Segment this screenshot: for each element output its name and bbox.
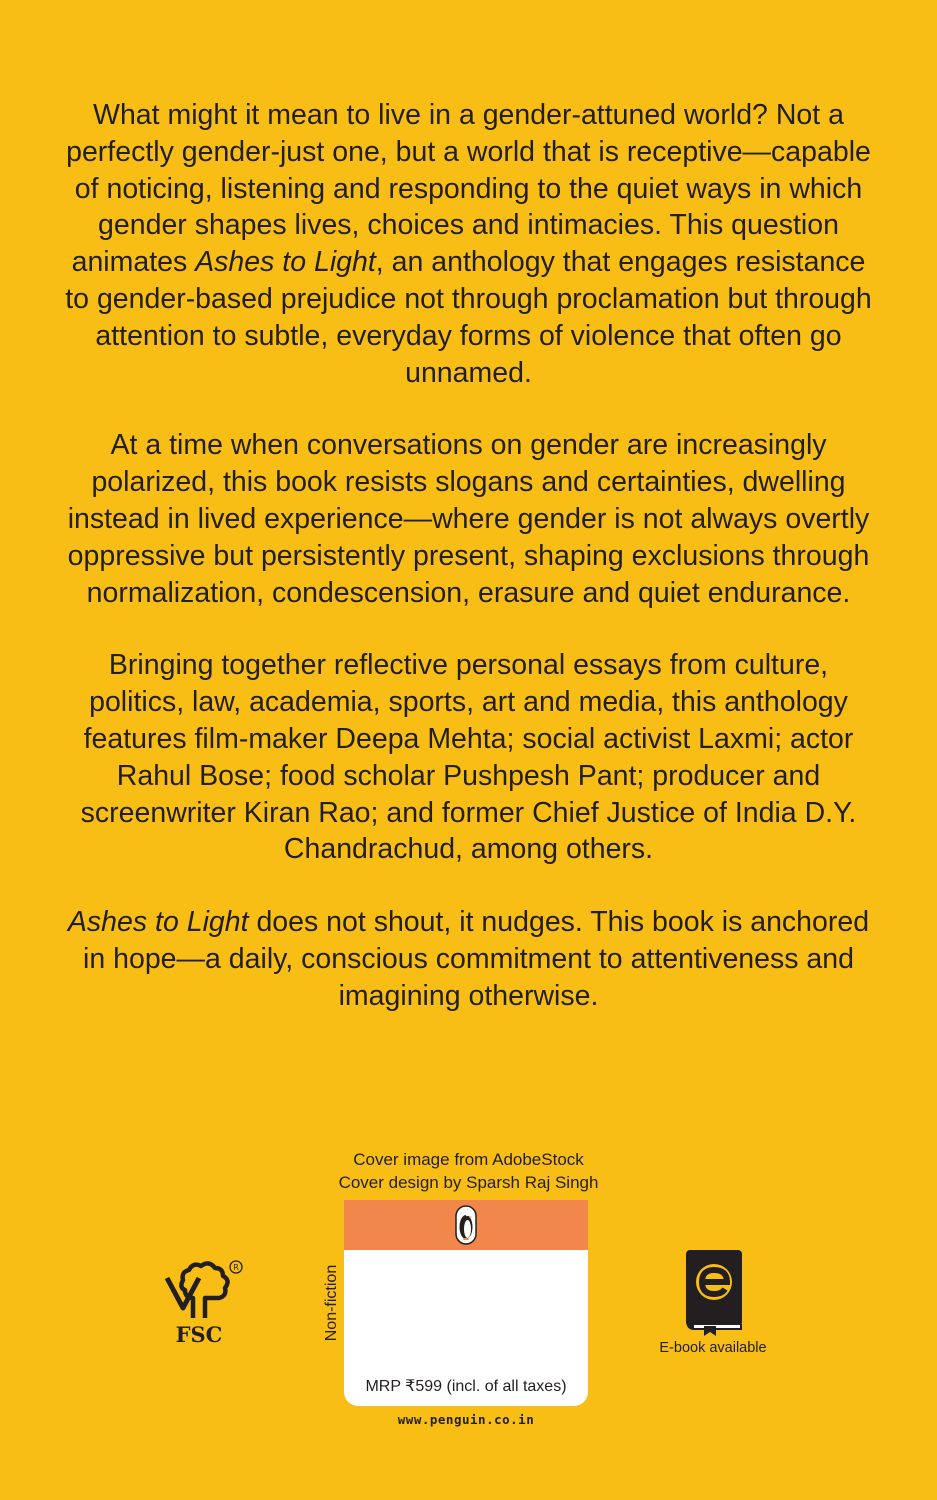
fsc-tree-icon (163, 1258, 245, 1350)
cover-image-credit: Cover image from AdobeStock (353, 1150, 584, 1169)
ebook-available-label: E-book available (659, 1340, 767, 1356)
blurb-paragraph-1-rest: , an anthology that engages resistance to gender-based prejudice not through proclamation but through attention to subtle, everyday forms of violence that often go unnamed. (65, 246, 872, 389)
book-title-italic: Ashes to Light (67, 906, 249, 939)
ebook-icon (682, 1248, 744, 1336)
svg-text:R: R (233, 1263, 239, 1272)
blurb-paragraph-2: At a time when conversations on gender are increasingly polarized, this book resists slogans and certainties, dwelling instead in lived experience—where gender is not always overtly oppressive but persistently present, shaping exclusions through normalization, condescension, erasure and quiet endurance. (67, 429, 870, 609)
back-cover-blurb (60, 97, 877, 1051)
genre-label: Non-fiction (323, 1264, 340, 1342)
blurb-paragraph-4 (60, 904, 877, 1014)
book-title-italic: Ashes to Light (195, 246, 376, 279)
fsc-label: FSC (175, 1322, 223, 1347)
blurb-paragraph-1-text: What might it mean to live in a gender-attuned world? Not a perfectly gender-just one, but a world that is receptive—capable of noticing, listening and responding to the quiet ways in which gender shapes lives, choices and intimacies. This question animates (66, 99, 871, 279)
publisher-website: www.penguin.co.in (397, 1412, 535, 1427)
penguin-logo-icon (455, 1205, 477, 1245)
blurb-paragraph-1 (60, 97, 877, 391)
cover-credits (300, 1148, 637, 1194)
blurb-paragraph-4-rest: does not shout, it nudges. This book is anchored in hope—a daily, conscious commitment to attentiveness and imagining otherwise. (83, 906, 870, 1012)
cover-design-credit: Cover design by Sparsh Raj Singh (338, 1173, 599, 1192)
price-barcode-box (344, 1200, 588, 1406)
price-box-band (344, 1200, 588, 1250)
blurb-paragraph-3: Bringing together reflective personal essays from culture, politics, law, academia, sports, art and media, this anthology features film-maker Deepa Mehta; social activist Laxmi; actor Rahul Bose; food scholar Pushpesh Pant; producer and screenwriter Kiran Rao; and former Chief Justice of India D.Y. Chandrachud, among others. (80, 649, 857, 866)
mrp-price: MRP ₹599 (incl. of all taxes) (365, 1378, 567, 1395)
